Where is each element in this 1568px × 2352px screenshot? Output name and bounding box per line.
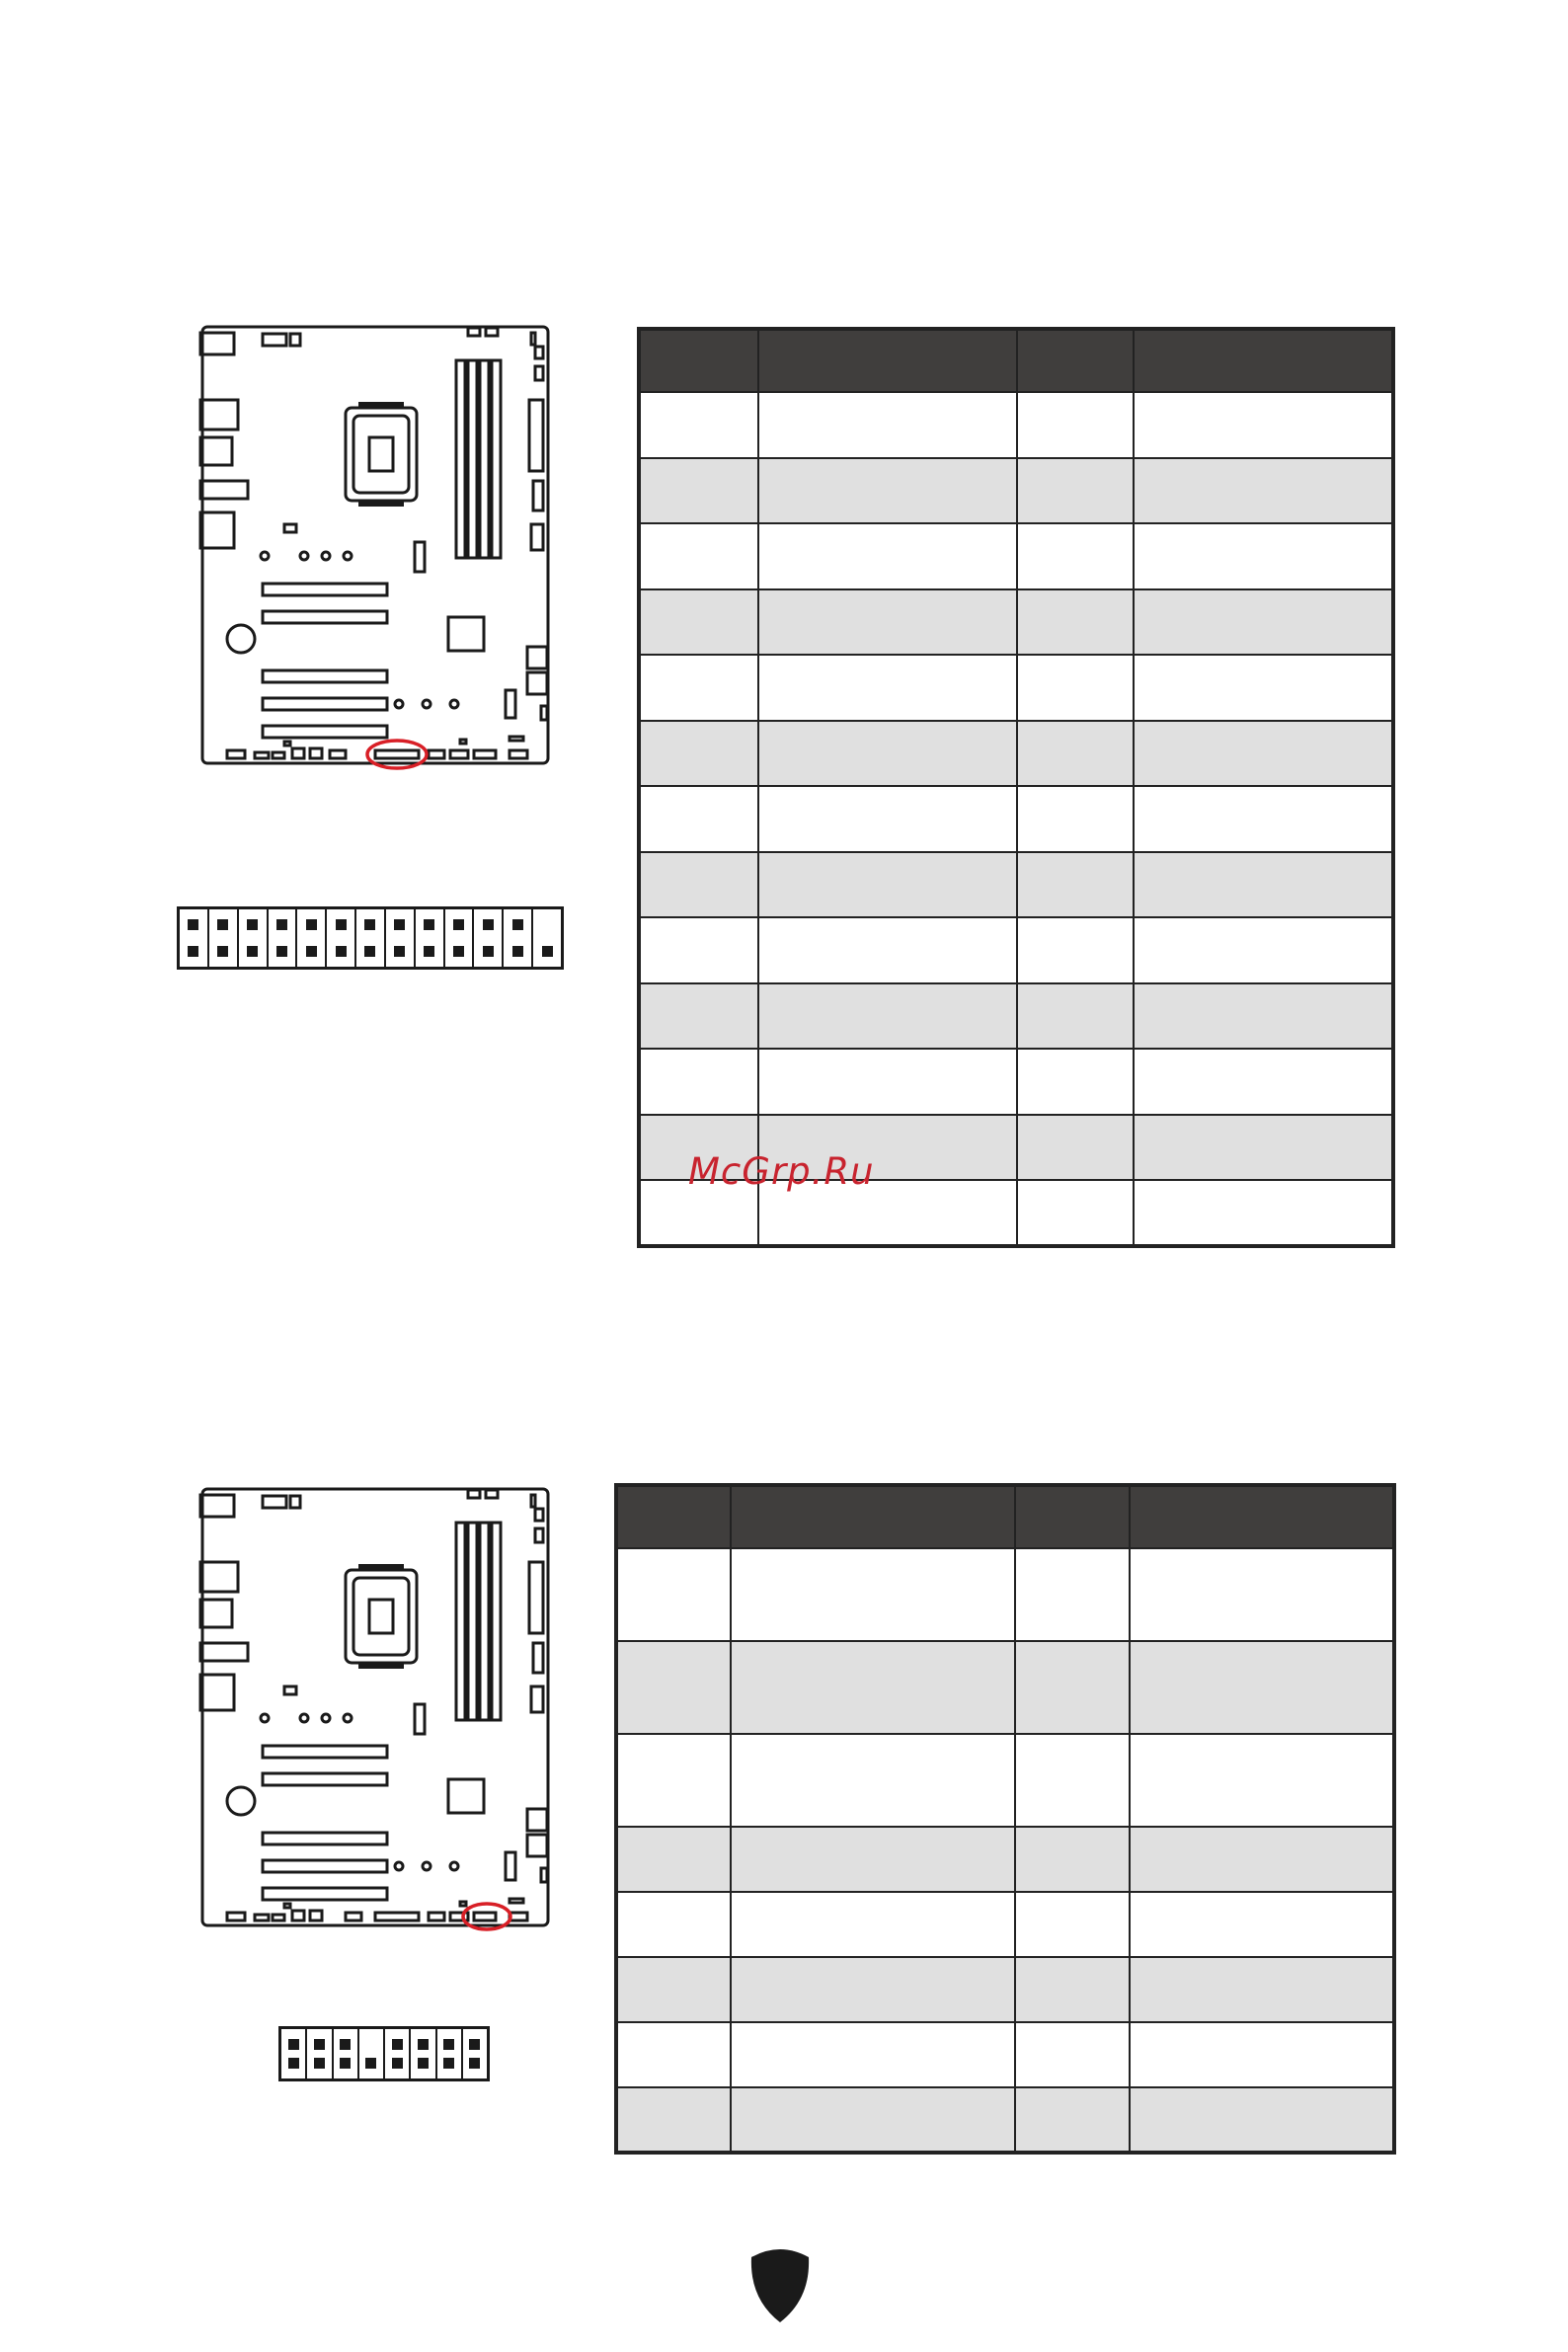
- table-cell: [1017, 392, 1134, 458]
- table-header-row: [616, 1485, 1394, 1548]
- header-cell: [639, 329, 758, 392]
- table-row: [616, 2087, 1394, 2153]
- pin: [314, 2039, 325, 2050]
- table-cell: [639, 917, 758, 983]
- table-cell: [1017, 589, 1134, 656]
- pin: [392, 2058, 403, 2069]
- table-row: [616, 1892, 1394, 1957]
- table-cell: [1134, 1180, 1393, 1246]
- pin-column: [463, 2029, 487, 2078]
- table-cell: [1017, 786, 1134, 852]
- table-cell: [1134, 786, 1393, 852]
- pin: [188, 946, 198, 957]
- table-cell: [1134, 458, 1393, 524]
- table-cell: [758, 392, 1017, 458]
- watermark: McGrp.Ru: [688, 1150, 875, 1193]
- table-row: [639, 655, 1393, 721]
- pin: [365, 2058, 376, 2069]
- pin: [288, 2058, 299, 2069]
- motherboard-diagram-bottom: [196, 1483, 561, 1937]
- table-cell: [639, 589, 758, 656]
- pin-column: [411, 2029, 436, 2078]
- table-cell: [1134, 1049, 1393, 1115]
- pin-column: [359, 2029, 385, 2078]
- table-cell: [1017, 983, 1134, 1050]
- table-row: [639, 721, 1393, 787]
- table-cell: [616, 1734, 731, 1827]
- table-cell: [1130, 1734, 1394, 1827]
- pin-column: [445, 909, 475, 967]
- pin-column: [180, 909, 209, 967]
- table-cell: [1017, 917, 1134, 983]
- pin-column: [297, 909, 327, 967]
- table-cell: [1130, 1641, 1394, 1734]
- table-cell: [639, 1049, 758, 1115]
- pin: [336, 946, 347, 957]
- pin-column: [269, 909, 298, 967]
- table-cell: [1130, 2087, 1394, 2153]
- table-cell: [731, 2087, 1015, 2153]
- table-cell: [758, 1049, 1017, 1115]
- pin-column: [437, 2029, 463, 2078]
- pin: [418, 2058, 429, 2069]
- table-row: [639, 589, 1393, 656]
- pin: [453, 919, 464, 930]
- pin-column: [307, 2029, 333, 2078]
- pin-column: [386, 909, 416, 967]
- pin: [364, 919, 375, 930]
- table-cell: [1017, 852, 1134, 918]
- table-cell: [639, 523, 758, 589]
- table-cell: [1134, 523, 1393, 589]
- table-cell: [1130, 1957, 1394, 2022]
- table-row: [639, 852, 1393, 918]
- table-cell: [616, 2087, 731, 2153]
- table-header-row: [639, 329, 1393, 392]
- table-cell: [1017, 523, 1134, 589]
- table-cell: [758, 786, 1017, 852]
- table-cell: [639, 458, 758, 524]
- table-cell: [1134, 721, 1393, 787]
- table-cell: [1134, 1115, 1393, 1181]
- table-cell: [1015, 1827, 1130, 1892]
- table-cell: [758, 917, 1017, 983]
- table-cell: [616, 2022, 731, 2087]
- motherboard-outline: [196, 321, 561, 775]
- table-cell: [1134, 392, 1393, 458]
- table-cell: [1017, 1049, 1134, 1115]
- table-cell: [758, 523, 1017, 589]
- table-row: [639, 392, 1393, 458]
- table-row: [639, 917, 1393, 983]
- pin: [276, 919, 287, 930]
- table-row: [616, 1957, 1394, 2022]
- pin: [247, 919, 258, 930]
- table-cell: [731, 1548, 1015, 1641]
- pin: [217, 946, 228, 957]
- pin: [217, 919, 228, 930]
- table-cell: [1017, 721, 1134, 787]
- pin: [512, 946, 523, 957]
- pin: [394, 946, 405, 957]
- table-cell: [1017, 1180, 1134, 1246]
- table-cell: [1015, 1892, 1130, 1957]
- pin-column: [416, 909, 445, 967]
- table-row: [616, 1641, 1394, 1734]
- table-row: [616, 2022, 1394, 2087]
- pin: [453, 946, 464, 957]
- table-cell: [731, 2022, 1015, 2087]
- table-row: [639, 983, 1393, 1050]
- pin: [483, 919, 494, 930]
- pin: [336, 919, 347, 930]
- motherboard-outline: [196, 1483, 561, 1937]
- pin: [424, 919, 434, 930]
- pin-header-bottom: [278, 2026, 490, 2081]
- table-cell: [639, 852, 758, 918]
- table-cell: [1134, 589, 1393, 656]
- pin: [306, 946, 317, 957]
- pin: [392, 2039, 403, 2050]
- table-cell: [639, 392, 758, 458]
- table-cell: [758, 589, 1017, 656]
- header-cell: [616, 1485, 731, 1548]
- table-cell: [1130, 1827, 1394, 1892]
- pin: [469, 2039, 480, 2050]
- header-cell: [1130, 1485, 1394, 1548]
- table-cell: [758, 852, 1017, 918]
- table-cell: [1015, 2022, 1130, 2087]
- pin: [247, 946, 258, 957]
- table-cell: [1130, 1892, 1394, 1957]
- table-cell: [616, 1892, 731, 1957]
- table-cell: [1015, 1548, 1130, 1641]
- pin: [512, 919, 523, 930]
- pin: [483, 946, 494, 957]
- pin-column: [356, 909, 386, 967]
- table-cell: [1015, 2087, 1130, 2153]
- table-cell: [616, 1957, 731, 2022]
- pin-column: [504, 909, 533, 967]
- table-row: [616, 1734, 1394, 1827]
- table-cell: [731, 1957, 1015, 2022]
- pin: [394, 919, 405, 930]
- header-cell: [731, 1485, 1015, 1548]
- table-cell: [616, 1548, 731, 1641]
- table-cell: [1015, 1734, 1130, 1827]
- table-cell: [639, 721, 758, 787]
- pin: [469, 2058, 480, 2069]
- table-row: [639, 1049, 1393, 1115]
- table-cell: [616, 1641, 731, 1734]
- pin: [276, 946, 287, 957]
- pin: [340, 2039, 351, 2050]
- pin-column: [533, 909, 561, 967]
- table-cell: [731, 1827, 1015, 1892]
- header-cell: [1015, 1485, 1130, 1548]
- table-cell: [639, 983, 758, 1050]
- pin: [418, 2039, 429, 2050]
- table-cell: [758, 655, 1017, 721]
- pin-column: [239, 909, 269, 967]
- pin: [443, 2039, 454, 2050]
- pin: [306, 919, 317, 930]
- pin: [288, 2039, 299, 2050]
- pin: [364, 946, 375, 957]
- table-cell: [1017, 655, 1134, 721]
- pin: [542, 946, 553, 957]
- table-row: [639, 786, 1393, 852]
- table-cell: [1130, 2022, 1394, 2087]
- table-cell: [616, 1827, 731, 1892]
- pin-header-top: [177, 906, 564, 970]
- pin: [443, 2058, 454, 2069]
- pin-column: [281, 2029, 307, 2078]
- pin-column: [385, 2029, 411, 2078]
- pin-table-top: [637, 327, 1395, 1248]
- table-cell: [639, 655, 758, 721]
- table-row: [639, 523, 1393, 589]
- table-cell: [1134, 917, 1393, 983]
- table-cell: [1017, 458, 1134, 524]
- motherboard-diagram-top: [196, 321, 561, 775]
- pin-column: [334, 2029, 359, 2078]
- table-cell: [1134, 983, 1393, 1050]
- table-cell: [1134, 852, 1393, 918]
- pin-column: [474, 909, 504, 967]
- table-row: [616, 1827, 1394, 1892]
- table-cell: [758, 721, 1017, 787]
- pin-table-bottom: [614, 1483, 1396, 2155]
- pin: [314, 2058, 325, 2069]
- table-cell: [1017, 1115, 1134, 1181]
- table-cell: [731, 1641, 1015, 1734]
- table-cell: [1015, 1957, 1130, 2022]
- pin: [340, 2058, 351, 2069]
- table-cell: [1130, 1548, 1394, 1641]
- msi-shield-icon: [747, 2247, 813, 2329]
- header-cell: [1017, 329, 1134, 392]
- header-cell: [758, 329, 1017, 392]
- pin-column: [327, 909, 356, 967]
- table-cell: [1015, 1641, 1130, 1734]
- pin: [188, 919, 198, 930]
- pin-column: [209, 909, 239, 967]
- table-cell: [758, 983, 1017, 1050]
- table-cell: [639, 786, 758, 852]
- table-cell: [731, 1892, 1015, 1957]
- table-cell: [758, 458, 1017, 524]
- table-cell: [731, 1734, 1015, 1827]
- table-row: [616, 1548, 1394, 1641]
- pin: [424, 946, 434, 957]
- table-row: [639, 458, 1393, 524]
- table-cell: [1134, 655, 1393, 721]
- header-cell: [1134, 329, 1393, 392]
